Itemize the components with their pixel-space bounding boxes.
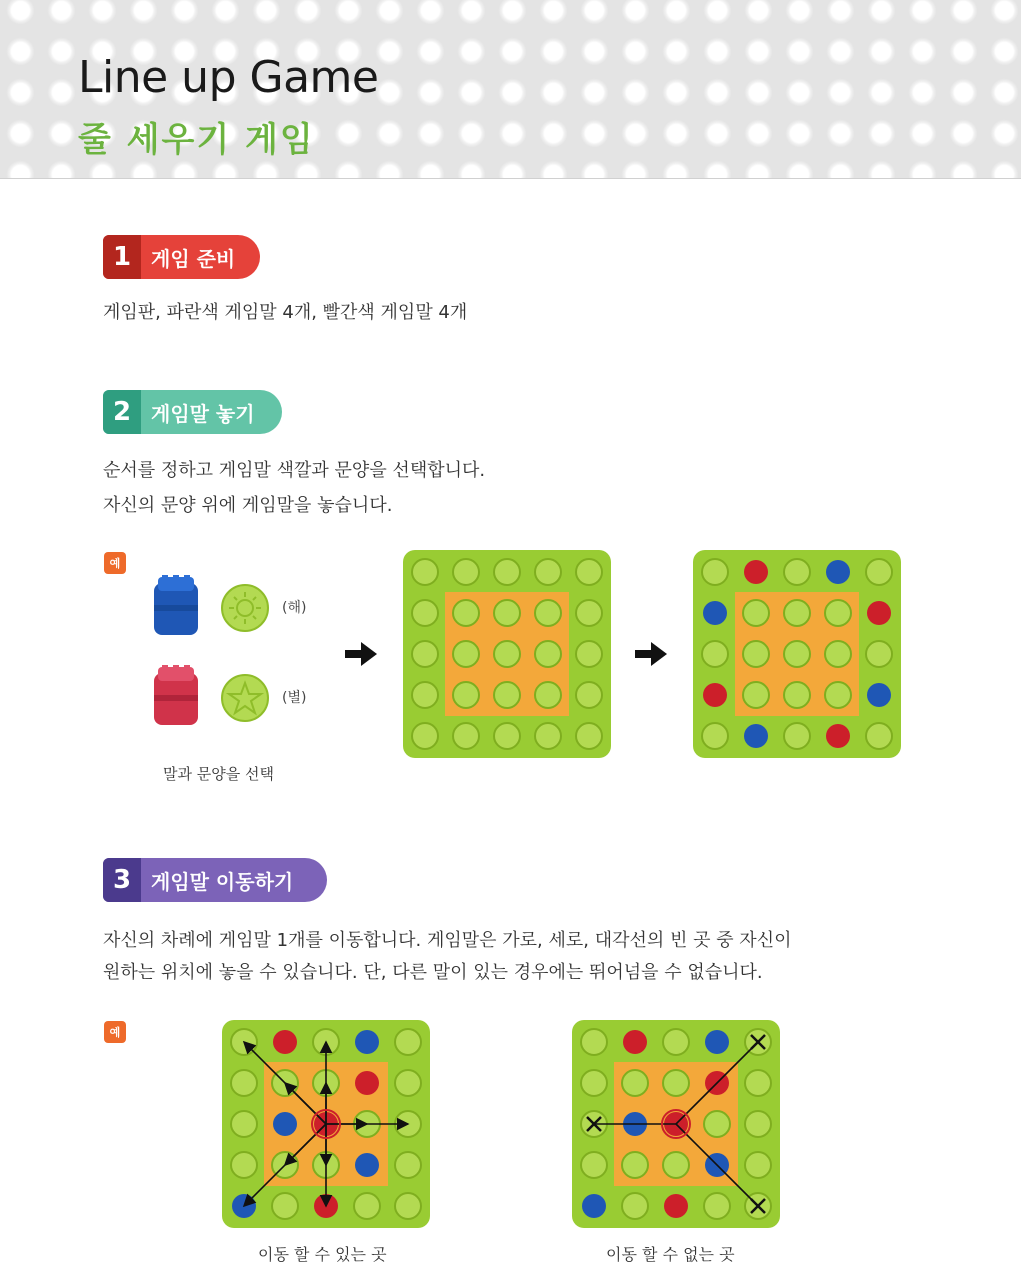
blue-piece bbox=[826, 560, 850, 584]
board-hole bbox=[745, 1152, 771, 1178]
step-3-title: 게임말 이동하기 bbox=[151, 869, 294, 894]
board-hole bbox=[745, 1111, 771, 1137]
blue-piece bbox=[582, 1194, 606, 1218]
board-hole bbox=[622, 1070, 648, 1096]
board-hole bbox=[231, 1111, 257, 1137]
red-piece bbox=[623, 1030, 647, 1054]
blue-piece bbox=[744, 724, 768, 748]
star-label: (별) bbox=[282, 690, 307, 706]
board-hole bbox=[743, 600, 769, 626]
board-hole bbox=[535, 682, 561, 708]
board-hole bbox=[702, 641, 728, 667]
board-hole bbox=[825, 682, 851, 708]
step-3-text-line-1: 자신의 차례에 게임말 1개를 이동합니다. 게임말은 가로, 세로, 대각선의 빈 곳 중 자신이 bbox=[103, 930, 792, 951]
blue-piece bbox=[355, 1153, 379, 1177]
board-hole bbox=[866, 723, 892, 749]
board-hole bbox=[663, 1152, 689, 1178]
board-hole bbox=[272, 1193, 298, 1219]
step-2-title: 게임말 놓기 bbox=[151, 401, 255, 426]
blocked-board bbox=[572, 1020, 780, 1228]
blue-piece bbox=[355, 1030, 379, 1054]
step-1-text: 게임판, 파란색 게임말 4개, 빨간색 게임말 4개 bbox=[103, 302, 468, 323]
board-hole bbox=[395, 1029, 421, 1055]
red-piece bbox=[744, 560, 768, 584]
board-hole bbox=[494, 600, 520, 626]
board-hole bbox=[494, 559, 520, 585]
page-title: Line up Game bbox=[78, 52, 379, 103]
arrow-right-icon bbox=[345, 642, 379, 666]
movable-caption: 이동 할 수 있는 곳 bbox=[258, 1245, 387, 1264]
board-hole bbox=[704, 1111, 730, 1137]
board-hole bbox=[535, 600, 561, 626]
empty-board bbox=[403, 550, 611, 758]
blocked-caption: 이동 할 수 없는 곳 bbox=[606, 1245, 735, 1264]
board-hole bbox=[745, 1070, 771, 1096]
red-piece bbox=[273, 1030, 297, 1054]
step-1-number: 1 bbox=[103, 235, 141, 279]
red-piece bbox=[664, 1194, 688, 1218]
board-hole bbox=[412, 600, 438, 626]
step-2-badge bbox=[103, 390, 282, 434]
red-piece bbox=[355, 1071, 379, 1095]
board-hole bbox=[494, 723, 520, 749]
board-hole bbox=[825, 600, 851, 626]
board-hole bbox=[453, 559, 479, 585]
board-hole bbox=[581, 1029, 607, 1055]
example-tag: 예 bbox=[104, 1021, 126, 1043]
board-hole bbox=[576, 641, 602, 667]
board-hole bbox=[535, 723, 561, 749]
board-hole bbox=[704, 1193, 730, 1219]
board-hole bbox=[663, 1029, 689, 1055]
step-2-text-line-1: 순서를 정하고 게임말 색깔과 문양을 선택합니다. bbox=[103, 460, 486, 481]
step-2-number: 2 bbox=[103, 390, 141, 434]
board-hole bbox=[866, 641, 892, 667]
board-hole bbox=[535, 641, 561, 667]
board-hole bbox=[784, 641, 810, 667]
step-3-text-line-2: 원하는 위치에 놓을 수 있습니다. 단, 다른 말이 있는 경우에는 뛰어넘을 수 없습니다. bbox=[103, 962, 763, 983]
board-hole bbox=[702, 559, 728, 585]
step-3-number: 3 bbox=[103, 858, 141, 902]
board-hole bbox=[231, 1070, 257, 1096]
board-hole bbox=[453, 641, 479, 667]
board-hole bbox=[825, 641, 851, 667]
board-hole bbox=[453, 682, 479, 708]
board-hole bbox=[581, 1152, 607, 1178]
step-1-badge bbox=[103, 235, 260, 279]
board-hole bbox=[231, 1152, 257, 1178]
movable-board bbox=[222, 1020, 430, 1228]
board-hole bbox=[395, 1193, 421, 1219]
setup-board bbox=[693, 550, 901, 758]
board-hole bbox=[535, 559, 561, 585]
step-3-badge bbox=[103, 858, 327, 902]
arrow-right-icon bbox=[635, 642, 669, 666]
page-subtitle: 줄 세우기 게임 bbox=[78, 120, 315, 160]
board-hole bbox=[412, 559, 438, 585]
board-hole bbox=[576, 600, 602, 626]
board-hole bbox=[412, 682, 438, 708]
red-piece-icon bbox=[150, 665, 210, 731]
board-hole bbox=[412, 641, 438, 667]
board-hole bbox=[784, 682, 810, 708]
blue-piece bbox=[705, 1030, 729, 1054]
board-hole bbox=[453, 723, 479, 749]
board-hole bbox=[412, 723, 438, 749]
blue-piece-icon bbox=[150, 575, 210, 641]
board-hole bbox=[784, 723, 810, 749]
board-hole bbox=[866, 559, 892, 585]
blue-piece bbox=[273, 1112, 297, 1136]
board-hole bbox=[581, 1070, 607, 1096]
board-hole bbox=[784, 559, 810, 585]
selection-caption: 말과 문양을 선택 bbox=[163, 765, 274, 783]
red-piece bbox=[826, 724, 850, 748]
board-hole bbox=[622, 1193, 648, 1219]
board-hole bbox=[576, 723, 602, 749]
red-piece bbox=[867, 601, 891, 625]
board-hole bbox=[576, 682, 602, 708]
board-hole bbox=[354, 1193, 380, 1219]
board-hole bbox=[576, 559, 602, 585]
board-hole bbox=[494, 682, 520, 708]
step-2-text-line-2: 자신의 문양 위에 게임말을 놓습니다. bbox=[103, 495, 393, 516]
blue-piece bbox=[703, 601, 727, 625]
blue-piece bbox=[867, 683, 891, 707]
board-hole bbox=[395, 1152, 421, 1178]
red-piece bbox=[703, 683, 727, 707]
header-banner bbox=[0, 0, 1021, 179]
step-1-title: 게임 준비 bbox=[151, 246, 236, 271]
board-hole bbox=[743, 682, 769, 708]
board-hole bbox=[453, 600, 479, 626]
board-hole bbox=[702, 723, 728, 749]
star-pattern-icon bbox=[220, 673, 270, 723]
board-hole bbox=[743, 641, 769, 667]
board-hole bbox=[784, 600, 810, 626]
board-hole bbox=[395, 1070, 421, 1096]
board-hole bbox=[494, 641, 520, 667]
sun-label: (해) bbox=[282, 600, 307, 616]
board-hole bbox=[622, 1152, 648, 1178]
example-tag: 예 bbox=[104, 552, 126, 574]
sun-pattern-icon bbox=[220, 583, 270, 633]
board-hole bbox=[663, 1070, 689, 1096]
